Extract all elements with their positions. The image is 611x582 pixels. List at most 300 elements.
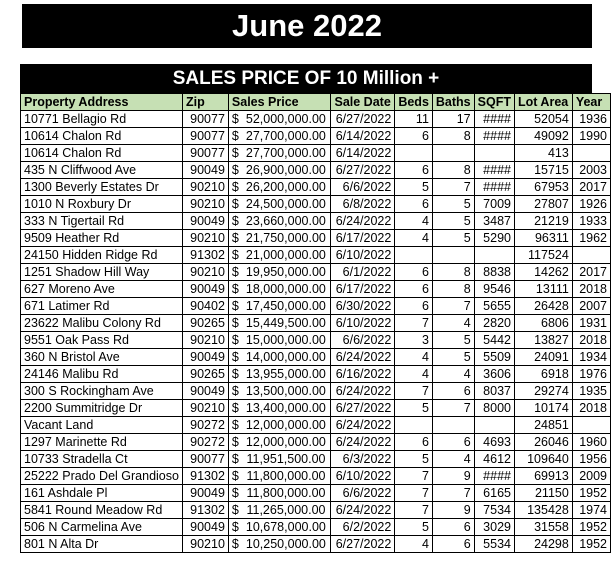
price-amount: 24,500,000.00	[245, 197, 326, 211]
cell-sqft: 8037	[474, 383, 514, 400]
table-row[interactable]	[21, 400, 611, 417]
cell-sqft	[474, 417, 514, 434]
cell-baths: 7	[432, 179, 474, 196]
cell-address: 10614 Chalon Rd	[21, 128, 183, 145]
cell-zip: 90077	[182, 451, 228, 468]
table-row[interactable]	[21, 179, 611, 196]
cell-lot-area: 13827	[514, 332, 572, 349]
cell-sqft: 4693	[474, 434, 514, 451]
cell-lot-area: 21219	[514, 213, 572, 230]
cell-beds	[395, 417, 433, 434]
cell-lot-area: 135428	[514, 502, 572, 519]
cell-year: 1960	[572, 434, 610, 451]
price-amount: 26,200,000.00	[245, 180, 326, 194]
currency-symbol: $	[231, 520, 239, 534]
cell-year: 1990	[572, 128, 610, 145]
cell-baths: 8	[432, 128, 474, 145]
cell-zip: 90077	[182, 145, 228, 162]
cell-zip: 90210	[182, 332, 228, 349]
cell-address: 1010 N Roxbury Dr	[21, 196, 183, 213]
cell-beds: 7	[395, 383, 433, 400]
cell-address: 671 Latimer Rd	[21, 298, 183, 315]
price-amount: 10,250,000.00	[245, 537, 326, 551]
cell-sales-price	[228, 111, 331, 128]
cell-lot-area: 6806	[514, 315, 572, 332]
currency-symbol: $	[231, 435, 239, 449]
cell-lot-area: 49092	[514, 128, 572, 145]
table-title	[20, 64, 592, 93]
cell-zip: 90210	[182, 264, 228, 281]
cell-sqft: ####	[474, 468, 514, 485]
cell-sqft: 3606	[474, 366, 514, 383]
table-row[interactable]	[21, 502, 611, 519]
cell-beds: 4	[395, 366, 433, 383]
cell-zip: 90210	[182, 536, 228, 553]
table-row[interactable]	[21, 264, 611, 281]
cell-zip: 90210	[182, 196, 228, 213]
cell-beds: 7	[395, 468, 433, 485]
price-amount: 18,000,000.00	[245, 282, 326, 296]
price-amount: 11,800,000.00	[246, 486, 326, 500]
cell-baths: 6	[432, 383, 474, 400]
cell-address: 627 Moreno Ave	[21, 281, 183, 298]
cell-address: 24150 Hidden Ridge Rd	[21, 247, 183, 264]
currency-symbol: $	[231, 384, 239, 398]
currency-symbol: $	[231, 401, 239, 415]
cell-sales-price	[228, 128, 331, 145]
cell-address: 435 N Cliffwood Ave	[21, 162, 183, 179]
table-row[interactable]	[21, 366, 611, 383]
currency-symbol: $	[231, 248, 239, 262]
cell-baths: 7	[432, 400, 474, 417]
cell-address: 506 N Carmelina Ave	[21, 519, 183, 536]
cell-sale-date: 6/30/2022	[331, 298, 395, 315]
cell-lot-area: 413	[514, 145, 572, 162]
cell-sale-date: 6/6/2022	[331, 332, 395, 349]
table-row[interactable]	[21, 111, 611, 128]
cell-zip: 90077	[182, 128, 228, 145]
cell-sale-date: 6/16/2022	[331, 366, 395, 383]
cell-sqft: 4612	[474, 451, 514, 468]
price-amount: 15,449,500.00	[245, 316, 326, 330]
currency-symbol: $	[231, 537, 239, 551]
cell-sales-price	[228, 179, 331, 196]
cell-sale-date: 6/10/2022	[331, 247, 395, 264]
cell-year: 1976	[572, 366, 610, 383]
cell-zip: 91302	[182, 468, 228, 485]
cell-beds: 7	[395, 315, 433, 332]
table-row[interactable]	[21, 196, 611, 213]
banner-title: June 2022	[232, 8, 382, 43]
cell-baths: 4	[432, 315, 474, 332]
cell-zip: 90210	[182, 179, 228, 196]
table-title-text: SALES PRICE OF 10 Million +	[172, 67, 440, 89]
currency-symbol: $	[231, 214, 239, 228]
cell-sale-date: 6/27/2022	[331, 111, 395, 128]
cell-sqft: 7009	[474, 196, 514, 213]
cell-zip: 90049	[182, 519, 228, 536]
header-year[interactable]: Year	[572, 94, 610, 111]
price-amount: 21,750,000.00	[245, 231, 326, 245]
cell-zip: 90272	[182, 417, 228, 434]
cell-year: 2009	[572, 468, 610, 485]
cell-baths: 6	[432, 434, 474, 451]
table-row[interactable]	[21, 434, 611, 451]
cell-address: 9509 Heather Rd	[21, 230, 183, 247]
currency-symbol: $	[231, 316, 239, 330]
cell-beds: 5	[395, 451, 433, 468]
cell-sale-date: 6/27/2022	[331, 536, 395, 553]
cell-lot-area: 24851	[514, 417, 572, 434]
cell-sales-price	[228, 264, 331, 281]
header-row	[21, 94, 611, 111]
currency-symbol: $	[231, 452, 239, 466]
cell-lot-area: 67953	[514, 179, 572, 196]
price-amount: 13,955,000.00	[245, 367, 326, 381]
cell-zip: 90049	[182, 162, 228, 179]
cell-baths: 5	[432, 332, 474, 349]
cell-year: 1952	[572, 485, 610, 502]
cell-baths: 5	[432, 213, 474, 230]
cell-beds: 3	[395, 332, 433, 349]
cell-zip: 90210	[182, 230, 228, 247]
cell-beds	[395, 145, 433, 162]
cell-year: 1933	[572, 213, 610, 230]
cell-sales-price	[228, 417, 331, 434]
cell-lot-area: 109640	[514, 451, 572, 468]
cell-address: 10614 Chalon Rd	[21, 145, 183, 162]
header-zip[interactable]: Zip	[182, 94, 228, 111]
cell-baths: 7	[432, 485, 474, 502]
cell-sales-price	[228, 502, 331, 519]
cell-beds: 11	[395, 111, 433, 128]
price-amount: 23,660,000.00	[245, 214, 326, 228]
currency-symbol: $	[231, 367, 239, 381]
cell-baths: 8	[432, 162, 474, 179]
table-row[interactable]	[21, 468, 611, 485]
currency-symbol: $	[231, 503, 239, 517]
cell-sale-date: 6/6/2022	[331, 485, 395, 502]
price-amount: 12,000,000.00	[245, 435, 326, 449]
cell-sale-date: 6/24/2022	[331, 213, 395, 230]
cell-address: Vacant Land	[21, 417, 183, 434]
cell-year: 2018	[572, 281, 610, 298]
cell-sales-price	[228, 281, 331, 298]
cell-sales-price	[228, 519, 331, 536]
cell-year: 1952	[572, 519, 610, 536]
cell-lot-area: 24091	[514, 349, 572, 366]
table-row[interactable]	[21, 383, 611, 400]
table-row[interactable]	[21, 128, 611, 145]
table-row[interactable]	[21, 230, 611, 247]
cell-sale-date: 6/24/2022	[331, 349, 395, 366]
table-row[interactable]	[21, 247, 611, 264]
cell-sales-price	[228, 332, 331, 349]
cell-sale-date: 6/14/2022	[331, 145, 395, 162]
currency-symbol: $	[231, 333, 239, 347]
cell-lot-area: 21150	[514, 485, 572, 502]
cell-sqft: 5509	[474, 349, 514, 366]
price-amount: 21,000,000.00	[245, 248, 326, 262]
cell-sales-price	[228, 366, 331, 383]
cell-baths: 6	[432, 536, 474, 553]
page-banner	[22, 4, 592, 48]
cell-year	[572, 145, 610, 162]
table-row[interactable]	[21, 451, 611, 468]
table-row[interactable]	[21, 417, 611, 434]
cell-year: 2007	[572, 298, 610, 315]
table-body	[21, 111, 611, 553]
cell-zip: 90210	[182, 400, 228, 417]
cell-baths: 5	[432, 230, 474, 247]
cell-sale-date: 6/27/2022	[331, 400, 395, 417]
cell-year: 1926	[572, 196, 610, 213]
cell-address: 10771 Bellagio Rd	[21, 111, 183, 128]
currency-symbol: $	[231, 197, 239, 211]
cell-sales-price	[228, 536, 331, 553]
cell-sales-price	[228, 383, 331, 400]
cell-address: 10733 Stradella Ct	[21, 451, 183, 468]
cell-sales-price	[228, 213, 331, 230]
cell-sale-date: 6/10/2022	[331, 315, 395, 332]
price-amount: 11,800,000.00	[246, 469, 326, 483]
cell-beds: 5	[395, 179, 433, 196]
cell-lot-area: 26046	[514, 434, 572, 451]
cell-sales-price	[228, 468, 331, 485]
cell-sale-date: 6/24/2022	[331, 383, 395, 400]
cell-sqft: 8000	[474, 400, 514, 417]
cell-lot-area: 69913	[514, 468, 572, 485]
currency-symbol: $	[231, 231, 239, 245]
cell-baths: 17	[432, 111, 474, 128]
cell-sales-price	[228, 298, 331, 315]
cell-year: 2018	[572, 400, 610, 417]
cell-zip: 90272	[182, 434, 228, 451]
cell-zip: 90049	[182, 281, 228, 298]
cell-lot-area: 26428	[514, 298, 572, 315]
cell-year: 2018	[572, 332, 610, 349]
cell-year: 2003	[572, 162, 610, 179]
cell-sales-price	[228, 451, 331, 468]
cell-sqft: 8838	[474, 264, 514, 281]
cell-baths	[432, 417, 474, 434]
cell-lot-area: 15715	[514, 162, 572, 179]
cell-zip: 90402	[182, 298, 228, 315]
cell-sales-price	[228, 145, 331, 162]
cell-address: 9551 Oak Pass Rd	[21, 332, 183, 349]
currency-symbol: $	[231, 112, 239, 126]
cell-sqft: 5442	[474, 332, 514, 349]
cell-sale-date: 6/17/2022	[331, 230, 395, 247]
cell-lot-area: 29274	[514, 383, 572, 400]
cell-year: 1952	[572, 536, 610, 553]
currency-symbol: $	[231, 299, 239, 313]
cell-beds: 4	[395, 536, 433, 553]
cell-beds: 7	[395, 502, 433, 519]
cell-address: 1297 Marinette Rd	[21, 434, 183, 451]
cell-beds: 5	[395, 519, 433, 536]
cell-sqft: ####	[474, 162, 514, 179]
cell-sales-price	[228, 162, 331, 179]
table-row[interactable]	[21, 281, 611, 298]
cell-address: 2200 Summitridge Dr	[21, 400, 183, 417]
cell-sale-date: 6/24/2022	[331, 434, 395, 451]
table-row[interactable]	[21, 536, 611, 553]
cell-sqft: ####	[474, 111, 514, 128]
cell-year: 1934	[572, 349, 610, 366]
cell-sale-date: 6/24/2022	[331, 417, 395, 434]
cell-sales-price	[228, 315, 331, 332]
cell-zip: 91302	[182, 247, 228, 264]
cell-beds: 4	[395, 213, 433, 230]
cell-beds: 4	[395, 349, 433, 366]
cell-sale-date: 6/8/2022	[331, 196, 395, 213]
cell-sale-date: 6/14/2022	[331, 128, 395, 145]
price-amount: 52,000,000.00	[245, 112, 326, 126]
cell-year: 2017	[572, 179, 610, 196]
cell-beds: 6	[395, 196, 433, 213]
cell-zip: 90265	[182, 315, 228, 332]
cell-sqft: 6165	[474, 485, 514, 502]
cell-beds: 4	[395, 230, 433, 247]
price-amount: 10,678,000.00	[245, 520, 326, 534]
price-amount: 11,265,000.00	[246, 503, 326, 517]
cell-sqft	[474, 145, 514, 162]
cell-sale-date: 6/3/2022	[331, 451, 395, 468]
cell-baths: 7	[432, 298, 474, 315]
cell-sqft: 3029	[474, 519, 514, 536]
table-row[interactable]	[21, 315, 611, 332]
price-amount: 13,500,000.00	[245, 384, 326, 398]
cell-lot-area: 117524	[514, 247, 572, 264]
table-row[interactable]	[21, 145, 611, 162]
cell-sales-price	[228, 434, 331, 451]
cell-sale-date: 6/27/2022	[331, 162, 395, 179]
table-row[interactable]	[21, 485, 611, 502]
cell-address: 333 N Tigertail Rd	[21, 213, 183, 230]
cell-address: 24146 Malibu Rd	[21, 366, 183, 383]
cell-lot-area: 10174	[514, 400, 572, 417]
cell-sale-date: 6/17/2022	[331, 281, 395, 298]
cell-sales-price	[228, 349, 331, 366]
cell-baths: 8	[432, 281, 474, 298]
table-row[interactable]	[21, 213, 611, 230]
currency-symbol: $	[231, 265, 239, 279]
cell-lot-area: 96311	[514, 230, 572, 247]
cell-beds: 6	[395, 128, 433, 145]
currency-symbol: $	[231, 146, 239, 160]
cell-baths	[432, 145, 474, 162]
cell-sqft: ####	[474, 179, 514, 196]
currency-symbol: $	[231, 418, 239, 432]
cell-beds	[395, 247, 433, 264]
currency-symbol: $	[231, 180, 239, 194]
cell-baths: 4	[432, 451, 474, 468]
table-row[interactable]	[21, 349, 611, 366]
price-amount: 27,700,000.00	[245, 129, 326, 143]
cell-baths: 5	[432, 349, 474, 366]
cell-sale-date: 6/6/2022	[331, 179, 395, 196]
currency-symbol: $	[231, 469, 239, 483]
cell-year	[572, 247, 610, 264]
cell-year: 1936	[572, 111, 610, 128]
cell-baths	[432, 247, 474, 264]
cell-address: 360 N Bristol Ave	[21, 349, 183, 366]
table-row[interactable]	[21, 298, 611, 315]
cell-baths: 9	[432, 468, 474, 485]
header-lot-area[interactable]: Lot Area	[514, 94, 572, 111]
price-amount: 15,000,000.00	[245, 333, 326, 347]
cell-beds: 6	[395, 298, 433, 315]
cell-sqft: ####	[474, 128, 514, 145]
cell-sale-date: 6/24/2022	[331, 502, 395, 519]
cell-beds: 6	[395, 162, 433, 179]
price-amount: 27,700,000.00	[245, 146, 326, 160]
table-row[interactable]	[21, 332, 611, 349]
currency-symbol: $	[231, 350, 239, 364]
cell-sqft: 5655	[474, 298, 514, 315]
cell-address: 23622 Malibu Colony Rd	[21, 315, 183, 332]
header-address[interactable]: Property Address	[21, 94, 183, 111]
cell-baths: 8	[432, 264, 474, 281]
cell-zip: 90049	[182, 383, 228, 400]
currency-symbol: $	[231, 282, 239, 296]
price-amount: 13,400,000.00	[245, 401, 326, 415]
table-row[interactable]	[21, 519, 611, 536]
cell-year: 1935	[572, 383, 610, 400]
cell-sqft: 9546	[474, 281, 514, 298]
cell-sales-price	[228, 485, 331, 502]
cell-beds: 6	[395, 434, 433, 451]
cell-lot-area: 24298	[514, 536, 572, 553]
price-amount: 17,450,000.00	[245, 299, 326, 313]
cell-zip: 90077	[182, 111, 228, 128]
header-sale-date[interactable]: Sale Date	[331, 94, 395, 111]
cell-zip: 91302	[182, 502, 228, 519]
cell-lot-area: 52054	[514, 111, 572, 128]
cell-address: 300 S Rockingham Ave	[21, 383, 183, 400]
cell-sale-date: 6/10/2022	[331, 468, 395, 485]
cell-sale-date: 6/1/2022	[331, 264, 395, 281]
header-sqft[interactable]: SQFT	[474, 94, 514, 111]
cell-zip: 90049	[182, 213, 228, 230]
cell-zip: 90049	[182, 485, 228, 502]
cell-lot-area: 14262	[514, 264, 572, 281]
cell-sales-price	[228, 196, 331, 213]
cell-year: 1974	[572, 502, 610, 519]
cell-address: 25222 Prado Del Grandioso	[21, 468, 183, 485]
price-amount: 12,000,000.00	[245, 418, 326, 432]
cell-sqft: 2820	[474, 315, 514, 332]
cell-sales-price	[228, 400, 331, 417]
cell-baths: 6	[432, 519, 474, 536]
cell-lot-area: 31558	[514, 519, 572, 536]
cell-baths: 4	[432, 366, 474, 383]
header-sales-price[interactable]: Sales Price	[228, 94, 331, 111]
cell-lot-area: 27807	[514, 196, 572, 213]
table-row[interactable]	[21, 162, 611, 179]
price-amount: 19,950,000.00	[245, 265, 326, 279]
cell-lot-area: 6918	[514, 366, 572, 383]
header-baths[interactable]: Baths	[432, 94, 474, 111]
cell-sqft: 7534	[474, 502, 514, 519]
cell-beds: 7	[395, 485, 433, 502]
cell-beds: 6	[395, 281, 433, 298]
cell-address: 1251 Shadow Hill Way	[21, 264, 183, 281]
cell-zip: 90049	[182, 349, 228, 366]
header-beds[interactable]: Beds	[395, 94, 433, 111]
cell-sale-date: 6/2/2022	[331, 519, 395, 536]
